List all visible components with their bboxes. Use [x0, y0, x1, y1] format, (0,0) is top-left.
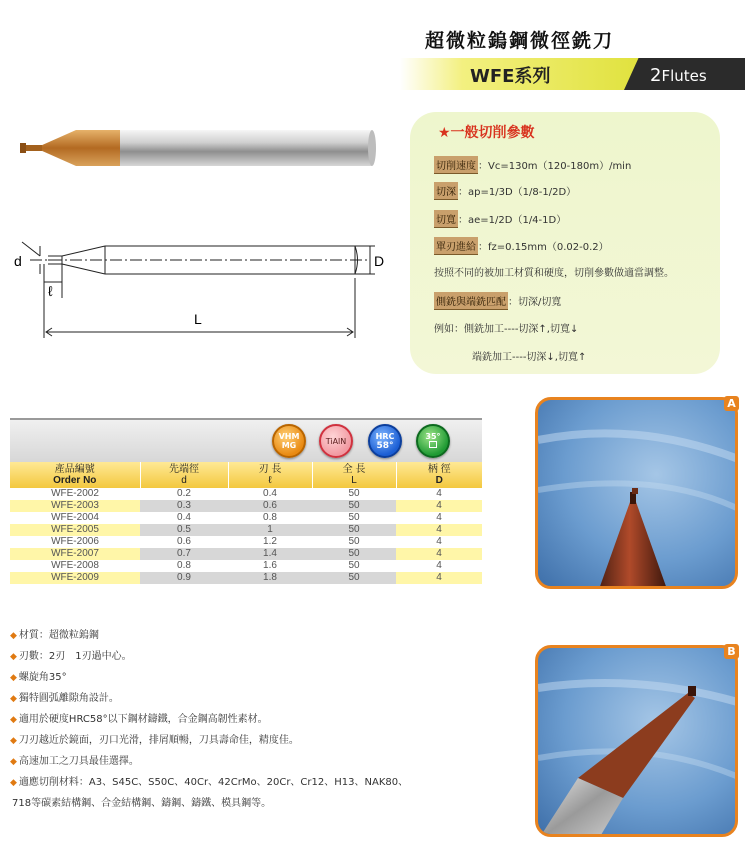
table-row: [10, 512, 482, 524]
col-tip-diameter: 先端徑 d: [140, 462, 228, 488]
param-feed-value: ：fz=0.15mm（0.02-0.2）: [478, 242, 609, 253]
table-row: [10, 560, 482, 572]
helix-badge-text: 35°: [425, 432, 441, 441]
feature-item: ◆ 高速加工之刀具最佳選擇。: [10, 756, 139, 767]
dim-l-label: ℓ: [48, 283, 53, 299]
table-header-row: [10, 462, 482, 488]
feature-item: ◆ 螺旋角35°: [10, 672, 67, 683]
param-match-value: ：切深/切寬: [508, 297, 562, 308]
table-cell: 1.8: [228, 572, 312, 584]
table-cell: 1.6: [228, 560, 312, 572]
table-cell: 50: [312, 536, 396, 548]
table-row: [10, 548, 482, 560]
table-cell: 50: [312, 560, 396, 572]
hrc-hardness-badge-icon: [368, 424, 402, 458]
param-example-1: 例如：側銑加工----切深↑,切寬↓: [434, 324, 579, 335]
feature-item: ◆ 適用於硬度HRC58°以下鋼材鑄鐵，合金鋼高韌性素材。: [10, 714, 268, 725]
table-row: [10, 572, 482, 584]
hrc-badge-text: HRC: [375, 431, 395, 441]
dim-L-label: L: [194, 311, 202, 327]
flute-word: Flutes: [661, 67, 707, 85]
table-cell: 4: [396, 500, 482, 512]
table-cell: 0.5: [140, 524, 228, 536]
table-cell: 0.9: [140, 572, 228, 584]
feature-item: ◆ 獨特圓弧離隙角設計。: [10, 693, 119, 704]
diamond-bullet-icon: ◆: [10, 757, 17, 767]
param-speed-value: ：Vc=130m（120-180m）/min: [478, 161, 632, 172]
table-cell: 50: [312, 572, 396, 584]
table-cell: 50: [312, 524, 396, 536]
param-depth: [434, 182, 576, 200]
table-cell: 4: [396, 488, 482, 500]
table-row: [10, 536, 482, 548]
table-cell: WFE-2004: [10, 512, 140, 524]
table-cell: WFE-2002: [10, 488, 140, 500]
feature-item: ◆ 刀刃越近於鏡面，刃口光滑，排屑順暢，刀具壽命佳，精度佳。: [10, 735, 299, 746]
param-match: [434, 292, 561, 310]
tool-tip-photo-b: [535, 645, 738, 837]
spec-table: [10, 462, 482, 584]
diamond-bullet-icon: ◆: [10, 631, 17, 641]
param-speed: [434, 156, 631, 174]
param-width: [434, 210, 566, 228]
table-cell: 4: [396, 572, 482, 584]
table-cell: 0.3: [140, 500, 228, 512]
vhm-mg-badge-icon: [272, 424, 306, 458]
table-cell: 4: [396, 512, 482, 524]
param-note: 按照不同的被加工材質和硬度，切削參數做適當調整。: [434, 268, 674, 279]
table-cell: 0.6: [140, 536, 228, 548]
table-cell: 0.2: [140, 488, 228, 500]
table-cell: 0.4: [140, 512, 228, 524]
table-cell: WFE-2008: [10, 560, 140, 572]
table-cell: 4: [396, 536, 482, 548]
param-match-label: 側銑與端銑匹配: [434, 292, 508, 310]
tool-tip-photo-a: [535, 397, 738, 589]
col-order-no: 產品編號 Order No: [10, 462, 140, 488]
table-cell: 50: [312, 512, 396, 524]
param-feed: [434, 237, 609, 255]
table-cell: 4: [396, 560, 482, 572]
tialn-badge-text: TiAlN: [325, 436, 347, 446]
series-banner: [400, 58, 745, 90]
page-title: 超微粒鎢鋼微徑銑刀: [425, 30, 615, 52]
table-cell: WFE-2009: [10, 572, 140, 584]
flute-number: 2: [650, 65, 662, 86]
feature-item: ◆ 材質：超微粒鎢鋼: [10, 630, 99, 641]
col-shank-diameter: 柄 徑 D: [396, 462, 482, 488]
table-cell: 0.8: [228, 512, 312, 524]
series-name: WFE系列: [470, 66, 551, 87]
table-cell: 4: [396, 548, 482, 560]
feature-item: ◆ 適應切削材料：A3、S45C、S50C、40Cr、42CrMo、20Cr、Cr12、H13、NAK80、: [10, 777, 409, 788]
diamond-bullet-icon: ◆: [10, 694, 17, 704]
hrc-badge-value: 58°: [376, 440, 394, 451]
vhm-badge-text: VHM MG: [278, 432, 300, 450]
table-row: [10, 488, 482, 500]
table-cell: 4: [396, 524, 482, 536]
table-cell: 1: [228, 524, 312, 536]
param-depth-value: ：ap=1/3D（1/8-1/2D）: [458, 187, 577, 198]
endmill-dimension-diagram: [10, 228, 395, 348]
col-flute-length: 刃 長 ℓ: [228, 462, 312, 488]
param-example-2: 端銑加工----切深↓,切寬↑: [472, 352, 587, 363]
table-cell: 0.7: [140, 548, 228, 560]
diamond-bullet-icon: ◆: [10, 652, 17, 662]
param-feed-label: 單刃進給: [434, 237, 478, 255]
dim-D-label: D: [374, 253, 385, 269]
params-title: ★一般切削參數: [438, 125, 535, 141]
spec-table-section: [10, 418, 482, 604]
table-row: [10, 500, 482, 512]
param-speed-label: 切削速度: [434, 156, 478, 174]
col-overall-length: 全 長 L: [312, 462, 396, 488]
photo-tag-a: A: [724, 396, 739, 411]
table-cell: 0.8: [140, 560, 228, 572]
feature-item-continued: 718等碳素結構鋼、合金結構鋼、鑄鋼、鑄鐵、模具鋼等。: [12, 798, 272, 809]
param-depth-label: 切深: [434, 182, 458, 200]
param-width-label: 切寬: [434, 210, 458, 228]
param-width-value: ：ae=1/2D（1/4-1D）: [458, 215, 567, 226]
table-cell: 1.4: [228, 548, 312, 560]
table-cell: 50: [312, 500, 396, 512]
dim-d-label: d: [14, 253, 22, 269]
table-cell: WFE-2006: [10, 536, 140, 548]
diamond-bullet-icon: ◆: [10, 673, 17, 683]
flute-count: [650, 65, 707, 86]
endmill-product-image: [20, 128, 380, 168]
table-cell: 50: [312, 488, 396, 500]
table-cell: 1.2: [228, 536, 312, 548]
diamond-bullet-icon: ◆: [10, 736, 17, 746]
diamond-bullet-icon: ◆: [10, 778, 17, 788]
table-cell: 0.4: [228, 488, 312, 500]
table-cell: WFE-2003: [10, 500, 140, 512]
property-icon-bar: [10, 418, 482, 462]
table-row: [10, 524, 482, 536]
feature-item: ◆ 刃數：2刃 1刃過中心。: [10, 651, 132, 662]
helix-angle-badge-icon: [416, 424, 450, 458]
table-cell: WFE-2005: [10, 524, 140, 536]
table-cell: WFE-2007: [10, 548, 140, 560]
table-cell: 0.6: [228, 500, 312, 512]
feature-list: [10, 628, 490, 817]
diamond-bullet-icon: ◆: [10, 715, 17, 725]
table-cell: 50: [312, 548, 396, 560]
tialn-coating-badge-icon: [319, 424, 353, 458]
photo-tag-b: B: [724, 644, 739, 659]
cutting-params-panel: [410, 112, 720, 374]
